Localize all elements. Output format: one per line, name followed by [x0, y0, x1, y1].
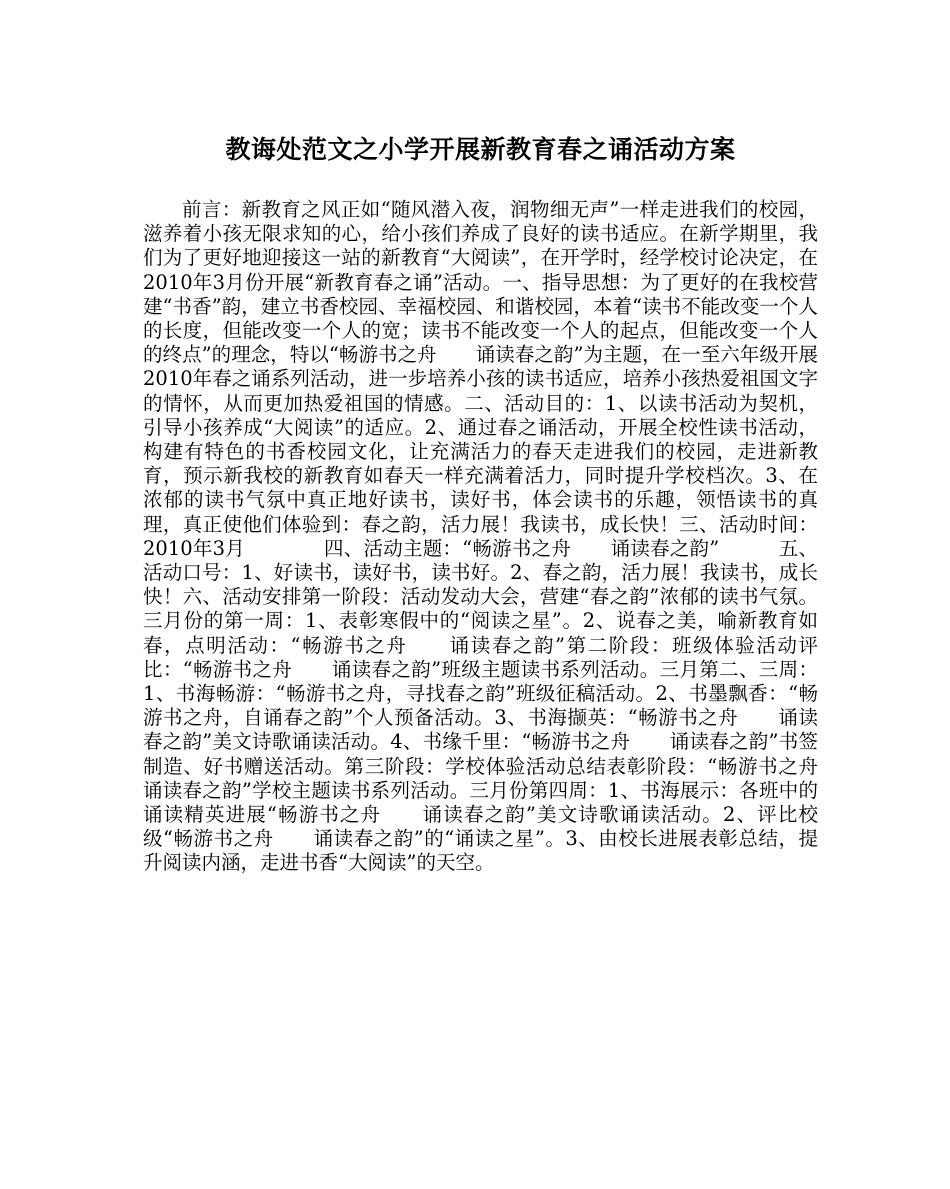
document-title: 教诲处范文之小学开展新教育春之诵活动方案: [225, 135, 736, 164]
document-page: [143, 130, 858, 876]
document-body: 前言：新教育之风正如“随风潜入夜，润物细无声”一样走进我们的校园，滋养着小孩无限求知的心，给小孩们养成了良好的读书适应。在新学期里，我们为了更好地迎接这一站的新教育“大阅读”，在开学时，经学校讨论决定，在2010年3月份开展“新教育春之诵”活动。一、指导思想：为了更好的在我校营建“书香”韵，建立书香校园、幸福校园、和谐校园，本着“读书不能改变一个人的长度，但能改变一个人的宽；读书不能改变一个人的起点，但能改变一个人的终点”的理念，特以“畅游书之舟 诵读春之韵”为主题，在一至六年级开展2010年春之诵系列活动，进一步培养小孩的读书适应，培养小孩热爱祖国文字的情怀，从而更加热爱祖国的情感。二、活动目的：1、以读书活动为契机，引导小孩养成“大阅读”的适应。2、通过春之诵活动，开展全校性读书活动，构建有特色的书香校园文化，让充满活力的春天走进我们的校园，走进新教育，预示新我校的新教育如春天一样充满着活力，同时提升学校档次。3、在浓郁的读书气氛中真正地好读书，读好书，体会读书的乐趣，领悟读书的真理，真正使他们体验到：春之韵，活力展！我读书，成长快！三、活动时间：2010年3月 四、活动主题：“畅游书之舟 诵读春之韵” 五、活动口号：1、好读书，读好书，读书好。2、春之韵，活力展！我读书，成长快！六、活动安排第一阶段：活动发动大会，营建“春之韵”浓郁的读书气氛。三月份的第一周：1、表彰寒假中的“阅读之星”。2、说春之美，喻新教育如春，点明活动：“畅游书之舟 诵读春之韵”第二阶段：班级体验活动评比：“畅游书之舟 诵读春之韵”班级主题读书系列活动。三月第二、三周：1、书海畅游：“畅游书之舟，寻找春之韵”班级征稿活动。2、书墨飘香：“畅游书之舟，自诵春之韵”个人预备活动。3、书海撷英：“畅游书之舟 诵读春之韵”美文诗歌诵读活动。4、书缘千里：“畅游书之舟 诵读春之韵”书签制造、好书赠送活动。第三阶段：学校体验活动总结表彰阶段：“畅游书之舟 诵读春之韵”学校主题读书系列活动。三月份第四周：1、书海展示：各班中的诵读精英进展“畅游书之舟 诵读春之韵”美文诗歌诵读活动。2、评比校级“畅游书之舟 诵读春之韵”的“诵读之星”。3、由校长进展表彰总结，提升阅读内涵，走进书香“大阅读”的天空。: [143, 198, 858, 875]
